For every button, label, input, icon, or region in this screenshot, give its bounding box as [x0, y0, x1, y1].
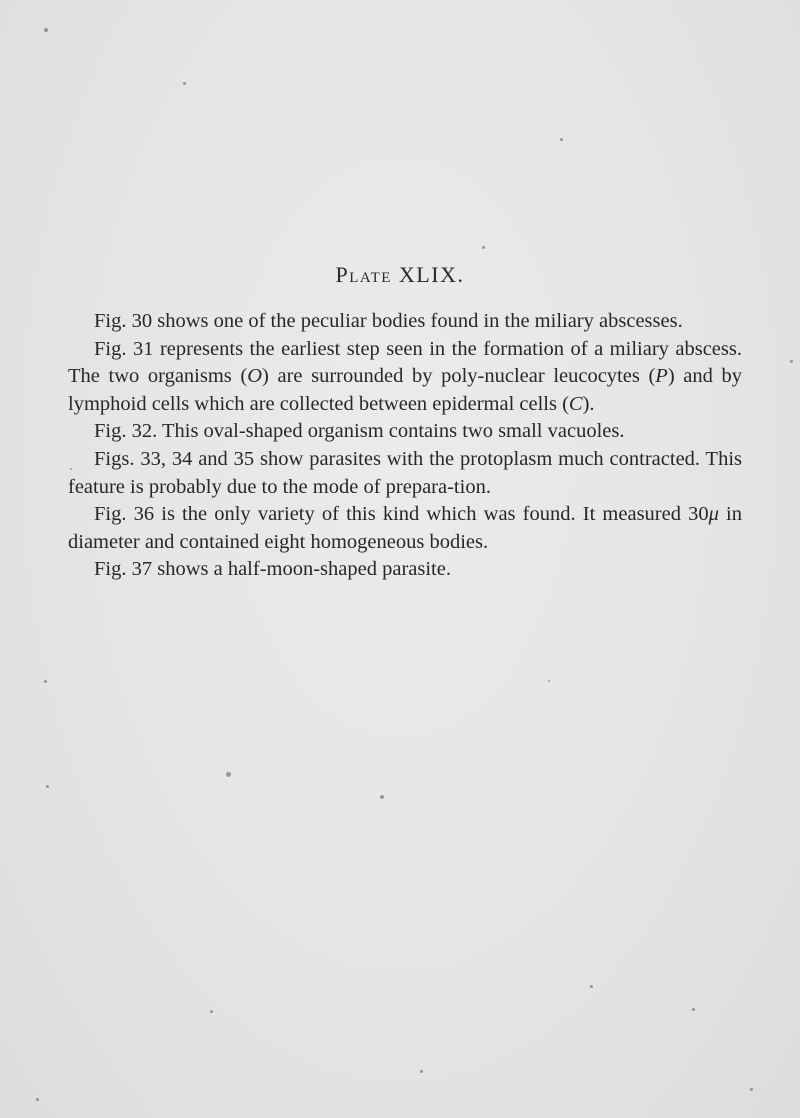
paper-speck — [226, 772, 231, 777]
paper-speck — [46, 785, 49, 788]
plate-title: Plate XLIX. — [335, 262, 465, 287]
paragraph-text: ) are surrounded by poly-nuclear leucocytes ( — [262, 365, 656, 388]
plate-description — [68, 308, 742, 584]
paper-speck — [183, 82, 186, 85]
paragraph-text: Fig. 36 is the only variety of this kind which was found. It measured 30 — [94, 503, 709, 526]
paragraph-text: ) and by lymphoid cells which are collected between epidermal cells ( — [68, 365, 742, 415]
paper-speck — [380, 795, 384, 799]
paper-speck — [36, 1098, 39, 1101]
paragraph-text: Figs. 33, 34 and 35 show parasites with the protoplasm much contracted. This feature is probably due to the mode of prepara-tion. — [68, 447, 742, 498]
paper-speck — [790, 360, 793, 363]
label-organisms: O — [247, 365, 263, 388]
paper-speck — [210, 1010, 213, 1013]
paragraph-text: Fig. 31 represents the earliest step seen in the formation of a miliary abscess. The two organisms ( — [68, 337, 742, 388]
paper-speck — [590, 985, 593, 988]
paragraph-fig-36 — [68, 501, 742, 556]
paper-speck — [560, 138, 563, 141]
paper-speck — [44, 680, 47, 683]
paragraph-fig-31 — [68, 336, 742, 419]
paper-speck — [692, 1008, 695, 1011]
micron-symbol: μ — [708, 503, 719, 526]
paragraph-text: in diameter and contained eight homogeneous bodies. — [68, 503, 742, 553]
paragraph-text: Fig. 30 shows one of the peculiar bodies found in the miliary abscesses. — [94, 310, 683, 332]
paper-speck — [548, 680, 550, 682]
paragraph-fig-37 — [68, 556, 742, 584]
paper-speck — [482, 246, 485, 249]
paper-speck — [420, 1070, 423, 1073]
paper-speck — [750, 1088, 753, 1091]
paper-speck — [44, 28, 48, 32]
paragraph-text: ). — [582, 392, 595, 415]
paragraph-figs-33-35 — [68, 446, 742, 501]
paragraph-text: Fig. 37 shows a half-moon-shaped parasite. — [94, 558, 451, 581]
paragraph-text: Fig. 32. This oval-shaped organism contains two small vacuoles. — [94, 420, 625, 443]
paragraph-fig-30 — [68, 308, 742, 336]
label-epidermal-cells: C — [568, 392, 583, 415]
paragraph-fig-32 — [68, 418, 742, 446]
label-leucocytes: P — [655, 365, 668, 388]
